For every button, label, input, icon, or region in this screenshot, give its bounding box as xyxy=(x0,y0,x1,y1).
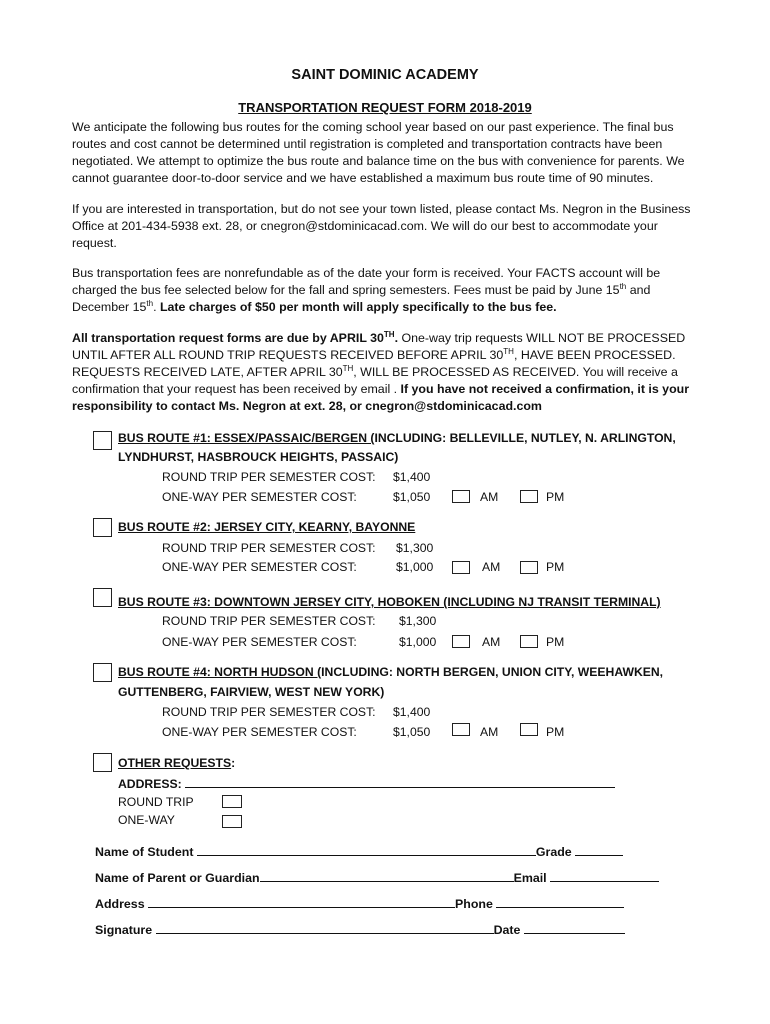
school-name: SAINT DOMINIC ACADEMY xyxy=(291,67,479,83)
email-line[interactable] xyxy=(550,869,659,882)
route-4-one-way-label: ONE-WAY PER SEMESTER COST: xyxy=(162,725,357,739)
route-3-checkbox[interactable] xyxy=(93,588,112,607)
route-4-title: BUS ROUTE #4: NORTH HUDSON (INCLUDING: NORTH BERGEN, UNION CITY, WEEHAWKEN, xyxy=(118,665,664,679)
route-4-checkbox[interactable] xyxy=(93,663,112,682)
route-1-pm-checkbox[interactable] xyxy=(520,490,538,503)
intro-paragraph-1: We anticipate the following bus routes for the coming school year based on our past experience. The final bus routes and cost cannot be determined until registration is completed and transportation contracts have been negotiated. We attempt to optimize the bus route and balance time on the bus with convenience for parents. We cannot guarantee door-to-door service and we have established a maximum bus route time of 90 minutes. xyxy=(72,120,685,185)
fees-paragraph: Bus transportation fees are nonrefundable as of the date your form is received. Your FACTS account will be charged the bus fee selected below for the fall and spring semesters. Fees must be paid by June 15th and December 15th. Late charges of $50 per month will apply specifically to the bus fee. xyxy=(72,266,661,314)
route-1-title-line2: LYNDHURST, HASBROUCK HEIGHTS, PASSAIC) xyxy=(118,450,399,464)
route-3-one-way-label: ONE-WAY PER SEMESTER COST: xyxy=(162,635,357,649)
student-name-line[interactable] xyxy=(197,843,536,856)
route-2-round-trip-label: ROUND TRIP PER SEMESTER COST: xyxy=(162,541,376,555)
route-3-am-checkbox[interactable] xyxy=(452,635,470,648)
route-3-pm-label: PM xyxy=(546,635,565,649)
route-4-am-label: AM xyxy=(480,725,499,739)
address-row: Address Phone xyxy=(95,895,624,911)
route-1-am-label: AM xyxy=(480,490,499,504)
signature-row: Signature Date xyxy=(95,921,625,937)
route-1-checkbox[interactable] xyxy=(93,431,112,450)
signature-line[interactable] xyxy=(156,921,494,934)
phone-label: Phone xyxy=(455,897,497,911)
route-4-pm-checkbox[interactable] xyxy=(520,723,538,736)
route-3-pm-checkbox[interactable] xyxy=(520,635,538,648)
other-address-field: ADDRESS: xyxy=(118,775,615,791)
other-round-trip-checkbox[interactable] xyxy=(222,795,242,808)
route-2-title: BUS ROUTE #2: JERSEY CITY, KEARNY, BAYONNE xyxy=(118,520,416,534)
route-3-round-trip-cost: $1,300 xyxy=(399,614,437,628)
other-requests-checkbox[interactable] xyxy=(93,753,112,772)
address-line[interactable] xyxy=(148,895,455,908)
other-requests-heading: OTHER REQUESTS: xyxy=(118,756,236,770)
route-4-pm-label: PM xyxy=(546,725,565,739)
route-4-round-trip-cost: $1,400 xyxy=(393,705,431,719)
deadline-paragraph: All transportation request forms are due by APRIL 30TH. One-way trip requests WILL NOT BE PROCESSED UNTIL AFTER ALL ROUND TRIP REQUESTS RECEIVED BEFORE APRIL 30TH, HAVE BEEN PROCESSED. REQUESTS RECEIVED LATE, AFTER APRIL 30TH, WILL BE PROCESSED AS RECEIVED. You will receive a confirmation that your request has been received by email . If you have not received a confirmation, it is your responsibility to contact Ms. Negron at ext. 28, or cnegron@stdominicacad.com xyxy=(72,329,690,413)
route-4-round-trip-label: ROUND TRIP PER SEMESTER COST: xyxy=(162,705,376,719)
route-1-round-trip-cost: $1,400 xyxy=(393,470,431,484)
route-1-pm-label: PM xyxy=(546,490,565,504)
other-one-way-label: ONE-WAY xyxy=(118,813,175,827)
grade-label: Grade xyxy=(535,845,576,859)
route-3-am-label: AM xyxy=(482,635,501,649)
other-address-line[interactable] xyxy=(185,775,615,788)
parent-name-line[interactable] xyxy=(260,869,514,882)
date-label: Date xyxy=(493,923,524,937)
route-4-am-checkbox[interactable] xyxy=(452,723,470,736)
route-2-am-label: AM xyxy=(482,560,501,574)
route-3-title: BUS ROUTE #3: DOWNTOWN JERSEY CITY, HOBOKEN (INCLUDING NJ TRANSIT TERMINAL) xyxy=(118,595,661,609)
route-1-title: BUS ROUTE #1: ESSEX/PASSAIC/BERGEN (INCLUDING: BELLEVILLE, NUTLEY, N. ARLINGTON, xyxy=(118,431,676,445)
form-title: TRANSPORTATION REQUEST FORM 2018-2019 xyxy=(238,100,532,115)
route-3-one-way-cost: $1,000 xyxy=(399,635,437,649)
student-row: Name of Student Grade xyxy=(95,843,623,859)
date-line[interactable] xyxy=(524,921,625,934)
route-4-title-line2: GUTTENBERG, FAIRVIEW, WEST NEW YORK) xyxy=(118,685,385,699)
route-2-one-way-cost: $1,000 xyxy=(396,560,434,574)
route-2-am-checkbox[interactable] xyxy=(452,561,470,574)
other-round-trip-label: ROUND TRIP xyxy=(118,795,194,809)
route-3-round-trip-label: ROUND TRIP PER SEMESTER COST: xyxy=(162,614,376,628)
route-4-one-way-cost: $1,050 xyxy=(393,725,431,739)
grade-line[interactable] xyxy=(575,843,623,856)
other-one-way-checkbox[interactable] xyxy=(222,815,242,828)
route-2-pm-label: PM xyxy=(546,560,565,574)
route-1-round-trip-label: ROUND TRIP PER SEMESTER COST: xyxy=(162,470,376,484)
intro-paragraph-2: If you are interested in transportation, but do not see your town listed, please contact Ms. Negron in the Business Office at 201-434-5938 ext. 28, or cnegron@stdominicacad.com. We will do our best to accommodate your request. xyxy=(72,202,691,250)
route-2-one-way-label: ONE-WAY PER SEMESTER COST: xyxy=(162,560,357,574)
parent-row: Name of Parent or Guardian Email xyxy=(95,869,659,885)
route-2-round-trip-cost: $1,300 xyxy=(396,541,434,555)
route-1-one-way-cost: $1,050 xyxy=(393,490,431,504)
email-label: Email xyxy=(513,871,551,885)
route-2-pm-checkbox[interactable] xyxy=(520,561,538,574)
phone-line[interactable] xyxy=(496,895,624,908)
route-2-checkbox[interactable] xyxy=(93,518,112,537)
route-1-am-checkbox[interactable] xyxy=(452,490,470,503)
route-1-one-way-label: ONE-WAY PER SEMESTER COST: xyxy=(162,490,357,504)
